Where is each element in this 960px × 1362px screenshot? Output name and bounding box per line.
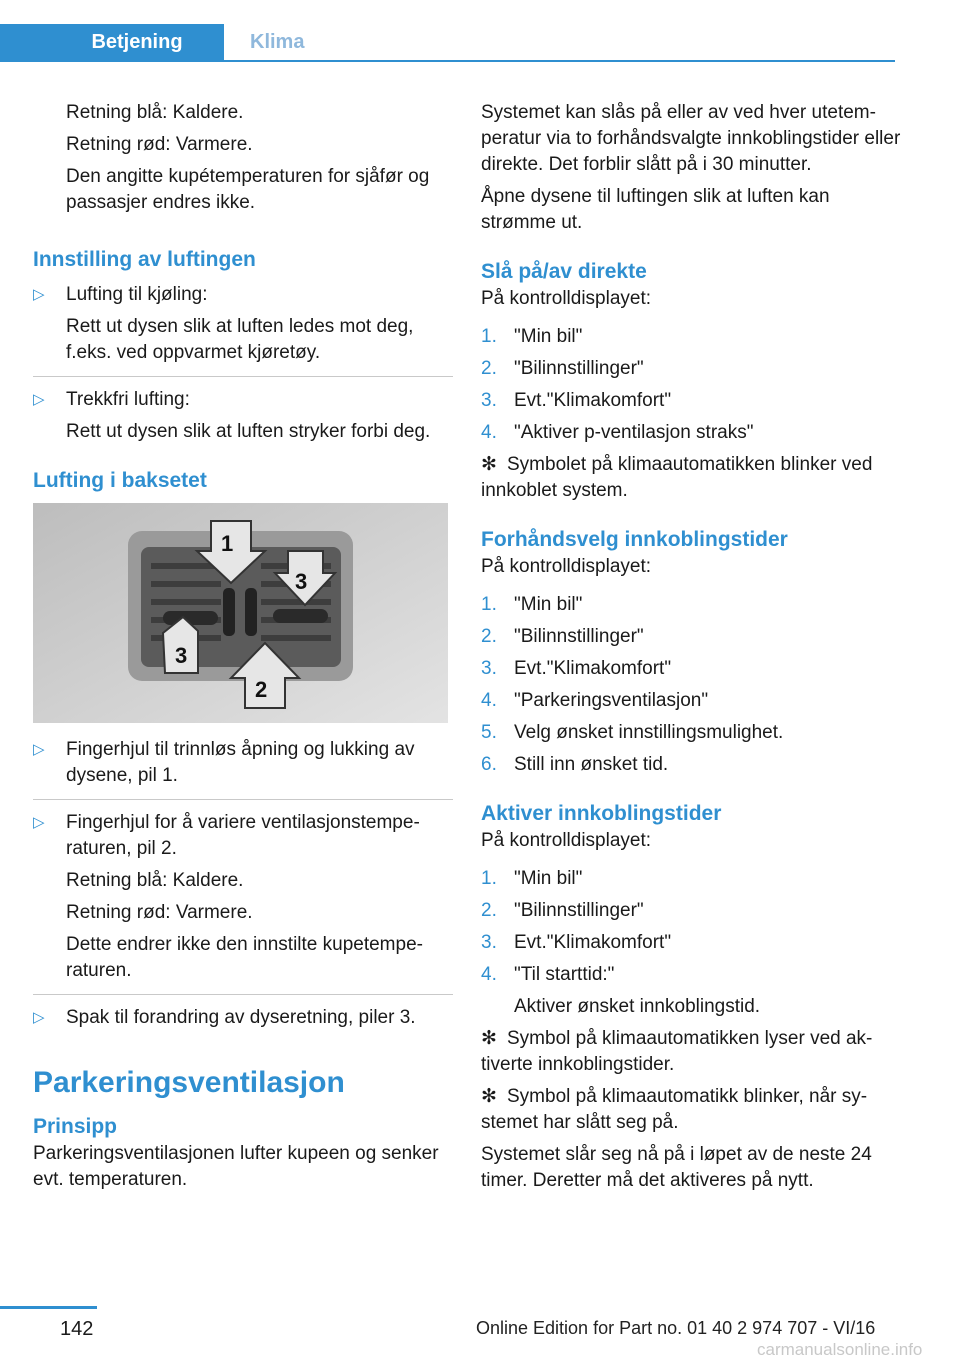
triangle-bullet-icon: ▷ [33,814,45,831]
triangle-bullet-icon: ▷ [33,1009,45,1026]
triangle-bullet-icon: ▷ [33,286,45,303]
triangle-bullet-icon: ▷ [33,391,45,408]
page-header [0,0,895,62]
bullet-subtext: Dette endrer ikke den innstilte kupetemperaturen. [66,934,423,981]
paragraph: Systemet slår seg nå på i løpet av de neste 24 timer. Deretter må det aktiveres på nytt. [481,1144,872,1191]
page-number: 142 [60,1318,94,1340]
list-item [33,387,453,445]
bullet-text: Spak til forandring av dyseretning, piler 3. [66,1007,416,1028]
paragraph: På kontrolldisplayet: [481,556,652,577]
bullet-text: Fingerhjul for å variere ventilasjonstemperaturen, pil 2. [66,812,420,859]
list-item: 2. "Bilinnstillinger" [481,356,901,382]
list-text: "Bilinnstillinger" [514,900,644,921]
list-text: "Min bil" [514,326,583,347]
heading-prinsipp: Prinsipp [33,1115,118,1138]
divider [33,799,453,800]
edition-text: Online Edition for Part no. 01 40 2 974 707 - VI/16 [476,1318,876,1338]
heading-baksetet: Lufting i baksetet [33,469,207,492]
list-item: 6. Still inn ønsket tid. [481,752,901,778]
bullet-title: Lufting til kjøling: [66,284,208,305]
list-item: 1. "Min bil" [481,324,901,350]
list-text: Evt."Klimakomfort" [514,932,672,953]
paragraph: På kontrolldisplayet: [481,830,652,851]
list-item: 2. "Bilinnstillinger" [481,624,901,650]
list-text: Evt."Klimakomfort" [514,658,672,679]
header-rule [0,60,895,62]
list-item: 4. "Aktiver p-ventilasjon straks" [481,420,901,446]
paragraph: På kontrolldisplayet: [481,288,652,309]
paragraph: ✻ Symbol på klimaautomatikk blinker, når systemet har slått seg på. [481,1086,868,1133]
watermark: carmanualsonline.info [757,1340,923,1359]
paragraph: Parkeringsventilasjonen lufter kupeen og senker evt. temperaturen. [33,1143,439,1190]
triangle-bullet-icon: ▷ [33,741,45,758]
list-text: "Parkeringsventilasjon" [514,690,709,711]
paragraph: ✻ Symbolet på klimaautomatikken blinker ved innkoblet system. [481,454,873,501]
list-text: "Min bil" [514,594,583,615]
list-item [33,737,453,789]
right-column [481,100,901,1200]
tab-betjening: Betjening [0,24,224,60]
list-item: 1. "Min bil" [481,592,901,618]
list-item: 3. Evt."Klimakomfort" [481,388,901,414]
divider [33,376,453,377]
bullet-text: Rett ut dysen slik at luften stryker forbi deg. [66,421,431,442]
list-text: "Bilinnstillinger" [514,626,644,647]
paragraph: Retning blå: Kaldere. [66,102,244,123]
list-subtext: Aktiver ønsket innkoblingstid. [514,996,761,1017]
list-item [33,1005,453,1031]
list-text: "Aktiver p-ventilasjon straks" [514,422,754,443]
list-item: 5. Velg ønsket innstillingsmulighet. [481,720,901,746]
arrow-label-1: 1 [221,531,234,556]
paragraph: ✻ Symbol på klimaautomatikken lyser ved aktiverte innkoblingstider. [481,1028,873,1075]
list-text: "Bilinnstillinger" [514,358,644,379]
heading-direkte: Slå på/av direkte [481,260,647,283]
heading-parkeringsventilasjon: Parkeringsventilasjon [33,1066,345,1099]
fan-icon: ✻ [481,1086,497,1107]
list-text: Evt."Klimakomfort" [514,390,672,411]
left-column [33,100,453,1199]
paragraph: Systemet kan slås på eller av ved hver utetemperatur via to forhåndsvalgte innkoblingstider eller direkte. Det forblir slått på i 30 minutter. [481,102,901,175]
rear-vent-figure [33,503,448,723]
bullet-title: Trekkfri lufting: [66,389,190,410]
tab-klima: Klima [250,31,305,53]
fan-icon: ✻ [481,1028,497,1049]
list-item: 4. "Parkeringsventilasjon" [481,688,901,714]
divider [33,994,453,995]
list-item: 3. Evt."Klimakomfort" [481,930,901,956]
bullet-text: Rett ut dysen slik at luften ledes mot deg, f.eks. ved oppvarmet kjøretøy. [66,316,414,363]
list-item [33,282,453,366]
list-item [33,810,453,984]
rear-vent-illustration [33,503,448,723]
list-text: Velg ønsket innstillingsmulighet. [514,722,784,743]
heading-innstilling: Innstilling av luftingen [33,248,256,271]
paragraph: Åpne dysene til luftingen slik at luften kan strømme ut. [481,186,830,233]
paragraph: Den angitte kupétemperaturen for sjåfør og passasjer endres ikke. [66,166,430,213]
list-item: 4. "Til starttid:" Aktiver ønsket innkoblingstid. [481,962,901,1020]
list-text: "Til starttid:" [514,964,615,985]
list-item: 2. "Bilinnstillinger" [481,898,901,924]
list-text: Still inn ønsket tid. [514,754,669,775]
list-item: 1. "Min bil" [481,866,901,892]
bullet-subtext: Retning rød: Varmere. [66,902,253,923]
arrow-label-3a: 3 [295,569,308,594]
footer-rule [0,1306,97,1309]
list-item: 3. Evt."Klimakomfort" [481,656,901,682]
bullet-subtext: Retning blå: Kaldere. [66,870,244,891]
heading-aktiver: Aktiver innkoblingstider [481,802,722,825]
paragraph: Retning rød: Varmere. [66,134,253,155]
bullet-text: Fingerhjul til trinnløs åpning og lukking av dysene, pil 1. [66,739,415,786]
arrow-label-2: 2 [255,677,268,702]
heading-forhandsvelg: Forhåndsvelg innkoblingstider [481,528,788,551]
list-text: "Min bil" [514,868,583,889]
arrow-label-3b: 3 [175,643,188,668]
fan-icon: ✻ [481,454,497,475]
